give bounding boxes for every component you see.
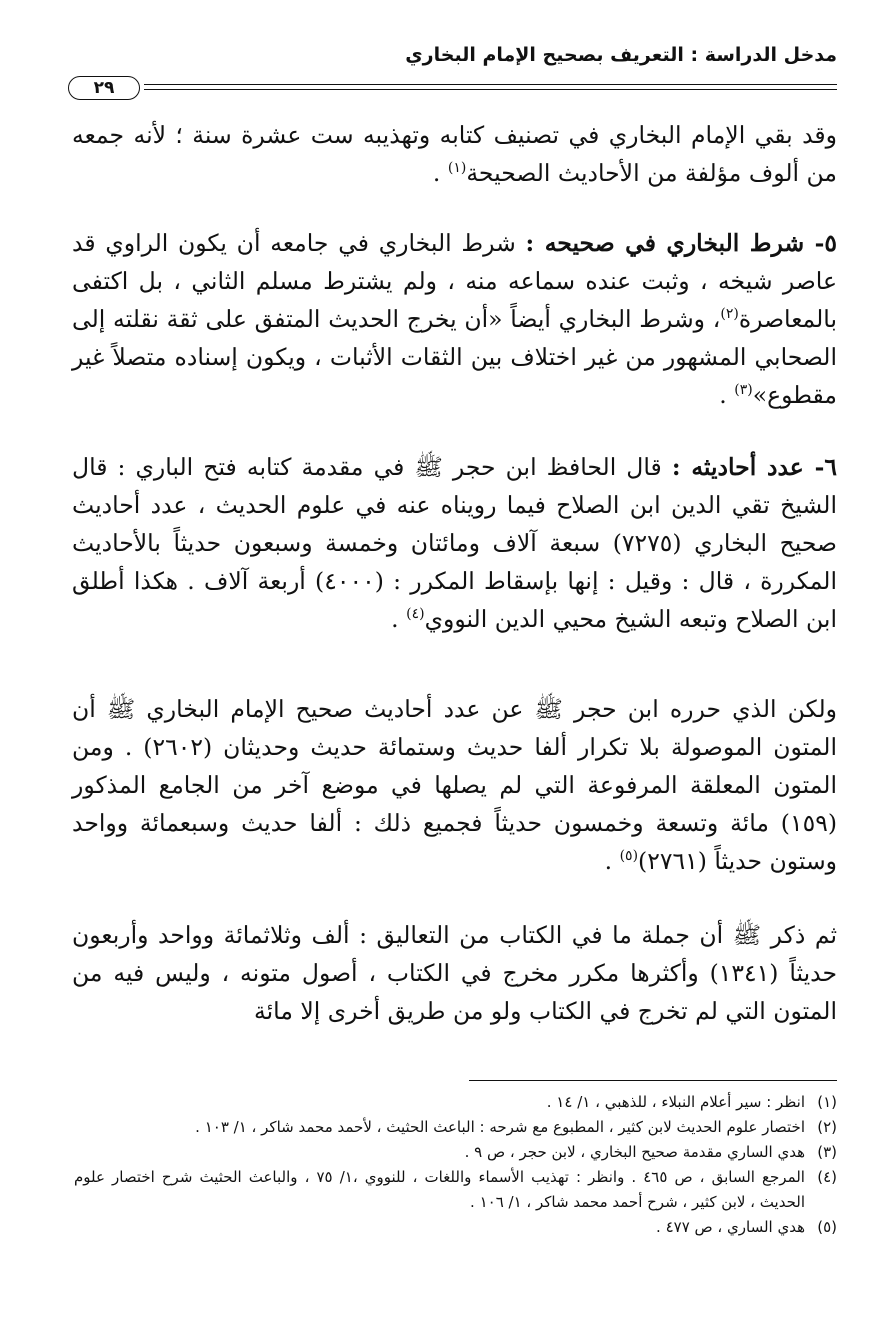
paragraph-2: [72, 224, 837, 414]
header-rule-line-top: [144, 84, 837, 85]
footnote-ref-2: (٢): [720, 306, 739, 323]
paragraph-4: [72, 690, 837, 880]
paragraph-1: [72, 116, 837, 192]
footnote-ref-3: (٣): [734, 382, 753, 399]
paragraph-3-text: قال الحافظ ابن حجر ﷺ في مقدمة كتابه فتح الباري : قال الشيخ تقي الدين ابن الصلاح فيما رويناه عنه في علوم الحديث ، عدد أحاديث صحيح البخاري (٧٢٧٥) سبعة آلاف ومائتان وخمسة وسبعون حديثاً بالأحاديث المكررة ، قال : وقيل : إنها بإسقاط المكرر : (٤٠٠٠) أربعة آلاف . هكذا أطلق ابن الصلاح وتبعه الشيخ محيي الدين النووي: [72, 453, 838, 633]
footnote-text: هدي الساري ، ص ٤٧٧ .: [656, 1218, 805, 1236]
section-6-heading: ٦- عدد أحاديثه :: [671, 453, 837, 481]
footnote-number: (٣): [817, 1143, 837, 1161]
paragraph-1-text: وقد بقي الإمام البخاري في تصنيف كتابه وتهذيبه ست عشرة سنة ؛ لأنه جمعه من ألوف مؤلفة من الأحاديث الصحيحة: [72, 121, 837, 187]
footnote-ref-5: (٥): [619, 848, 639, 865]
running-title: مدخل الدراسة : التعريف بصحيح الإمام البخاري: [405, 44, 837, 66]
footnote-text: هدي الساري مقدمة صحيح البخاري ، لابن حجر ، ص ٩ .: [464, 1143, 805, 1161]
paragraph-3: [72, 448, 837, 638]
paragraph-4-end: .: [604, 847, 620, 875]
footnote-text: المرجع السابق ، ص ٤٦٥ . وانظر : تهذيب الأسماء واللغات ، للنووي ،١/ ٧٥ ، والباعث الحثيث شرح اختصار علوم الحديث ، لابن كثير ، شرح أحمد محمد شاكر ، ١/ ١٠٦ .: [74, 1168, 805, 1211]
footnote-number: (٤): [817, 1168, 837, 1186]
paragraph-4-text: ولكن الذي حرره ابن حجر ﷺ عن عدد أحاديث صحيح الإمام البخاري ﷺ أن المتون الموصولة بلا تكرار ألفا حديث وستمائة حديث وحديثان (٢٦٠٢) . ومن المتون المعلقة المرفوعة التي لم يصلها في موضع آخر من الجامع المذكور (١٥٩) مائة وتسعة وخمسون حديثاً فجميع ذلك : ألفا حديث وسبعمائة وواحد وستون حديثاً (٢٧٦١): [72, 695, 837, 875]
footnote-item: [74, 1090, 837, 1115]
paragraph-5: [72, 916, 837, 1030]
footnote-ref-1: (١): [447, 160, 467, 177]
paragraph-5-text: ثم ذكر ﷺ أن جملة ما في الكتاب من التعاليق : ألف وثلاثمائة وواحد وأربعون حديثاً (١٣٤١) وأكثرها مكرر مخرج في الكتاب ، أصول متونه ، وليس فيه من المتون التي لم تخرج في الكتاب ولو من طريق أخرى إلا مائة: [72, 921, 837, 1025]
footnote-ref-4: (٤): [406, 606, 425, 623]
paragraph-3-end: .: [391, 605, 407, 633]
footnote-separator: [469, 1080, 837, 1081]
footnote-item: [74, 1115, 837, 1140]
paragraph-2-end: .: [719, 381, 735, 409]
footnote-number: (١): [817, 1093, 837, 1111]
footnote-text: اختصار علوم الحديث لابن كثير ، المطبوع مع شرحه : الباعث الحثيث ، لأحمد محمد شاكر ، ١/ ١٠٣ .: [195, 1118, 805, 1136]
paragraph-2-text-b: ، وشرط البخاري أيضاً «أن يخرج الحديث المتفق على ثقة نقلته إلى الصحابي المشهور من غير اختلاف بين الثقات الأثبات ، ويكون إسناده متصلاً غير مقطوع»: [72, 305, 837, 409]
footnote-text: انظر : سير أعلام النبلاء ، للذهبي ، ١/ ١٤ .: [546, 1093, 805, 1111]
page-number: ٢٩: [68, 76, 140, 100]
footnotes: [74, 1090, 837, 1240]
footnote-item: [74, 1215, 837, 1240]
footnote-item: [74, 1140, 837, 1165]
footnote-number: (٥): [817, 1218, 837, 1236]
section-5-heading: ٥- شرط البخاري في صحيحه :: [525, 229, 837, 257]
paragraph-1-end: .: [432, 159, 448, 187]
footnote-number: (٢): [817, 1118, 837, 1136]
header-rule-line-bottom: [144, 89, 837, 90]
paragraph-2-text-a: شرط البخاري في جامعه أن يكون الراوي قد عاصر شيخه ، وثبت عنده سماعه منه ، ولم يشترط مسلم الثاني ، بل اكتفى بالمعاصرة: [72, 229, 837, 333]
header-rule: [68, 76, 837, 100]
footnote-item: [74, 1165, 837, 1215]
